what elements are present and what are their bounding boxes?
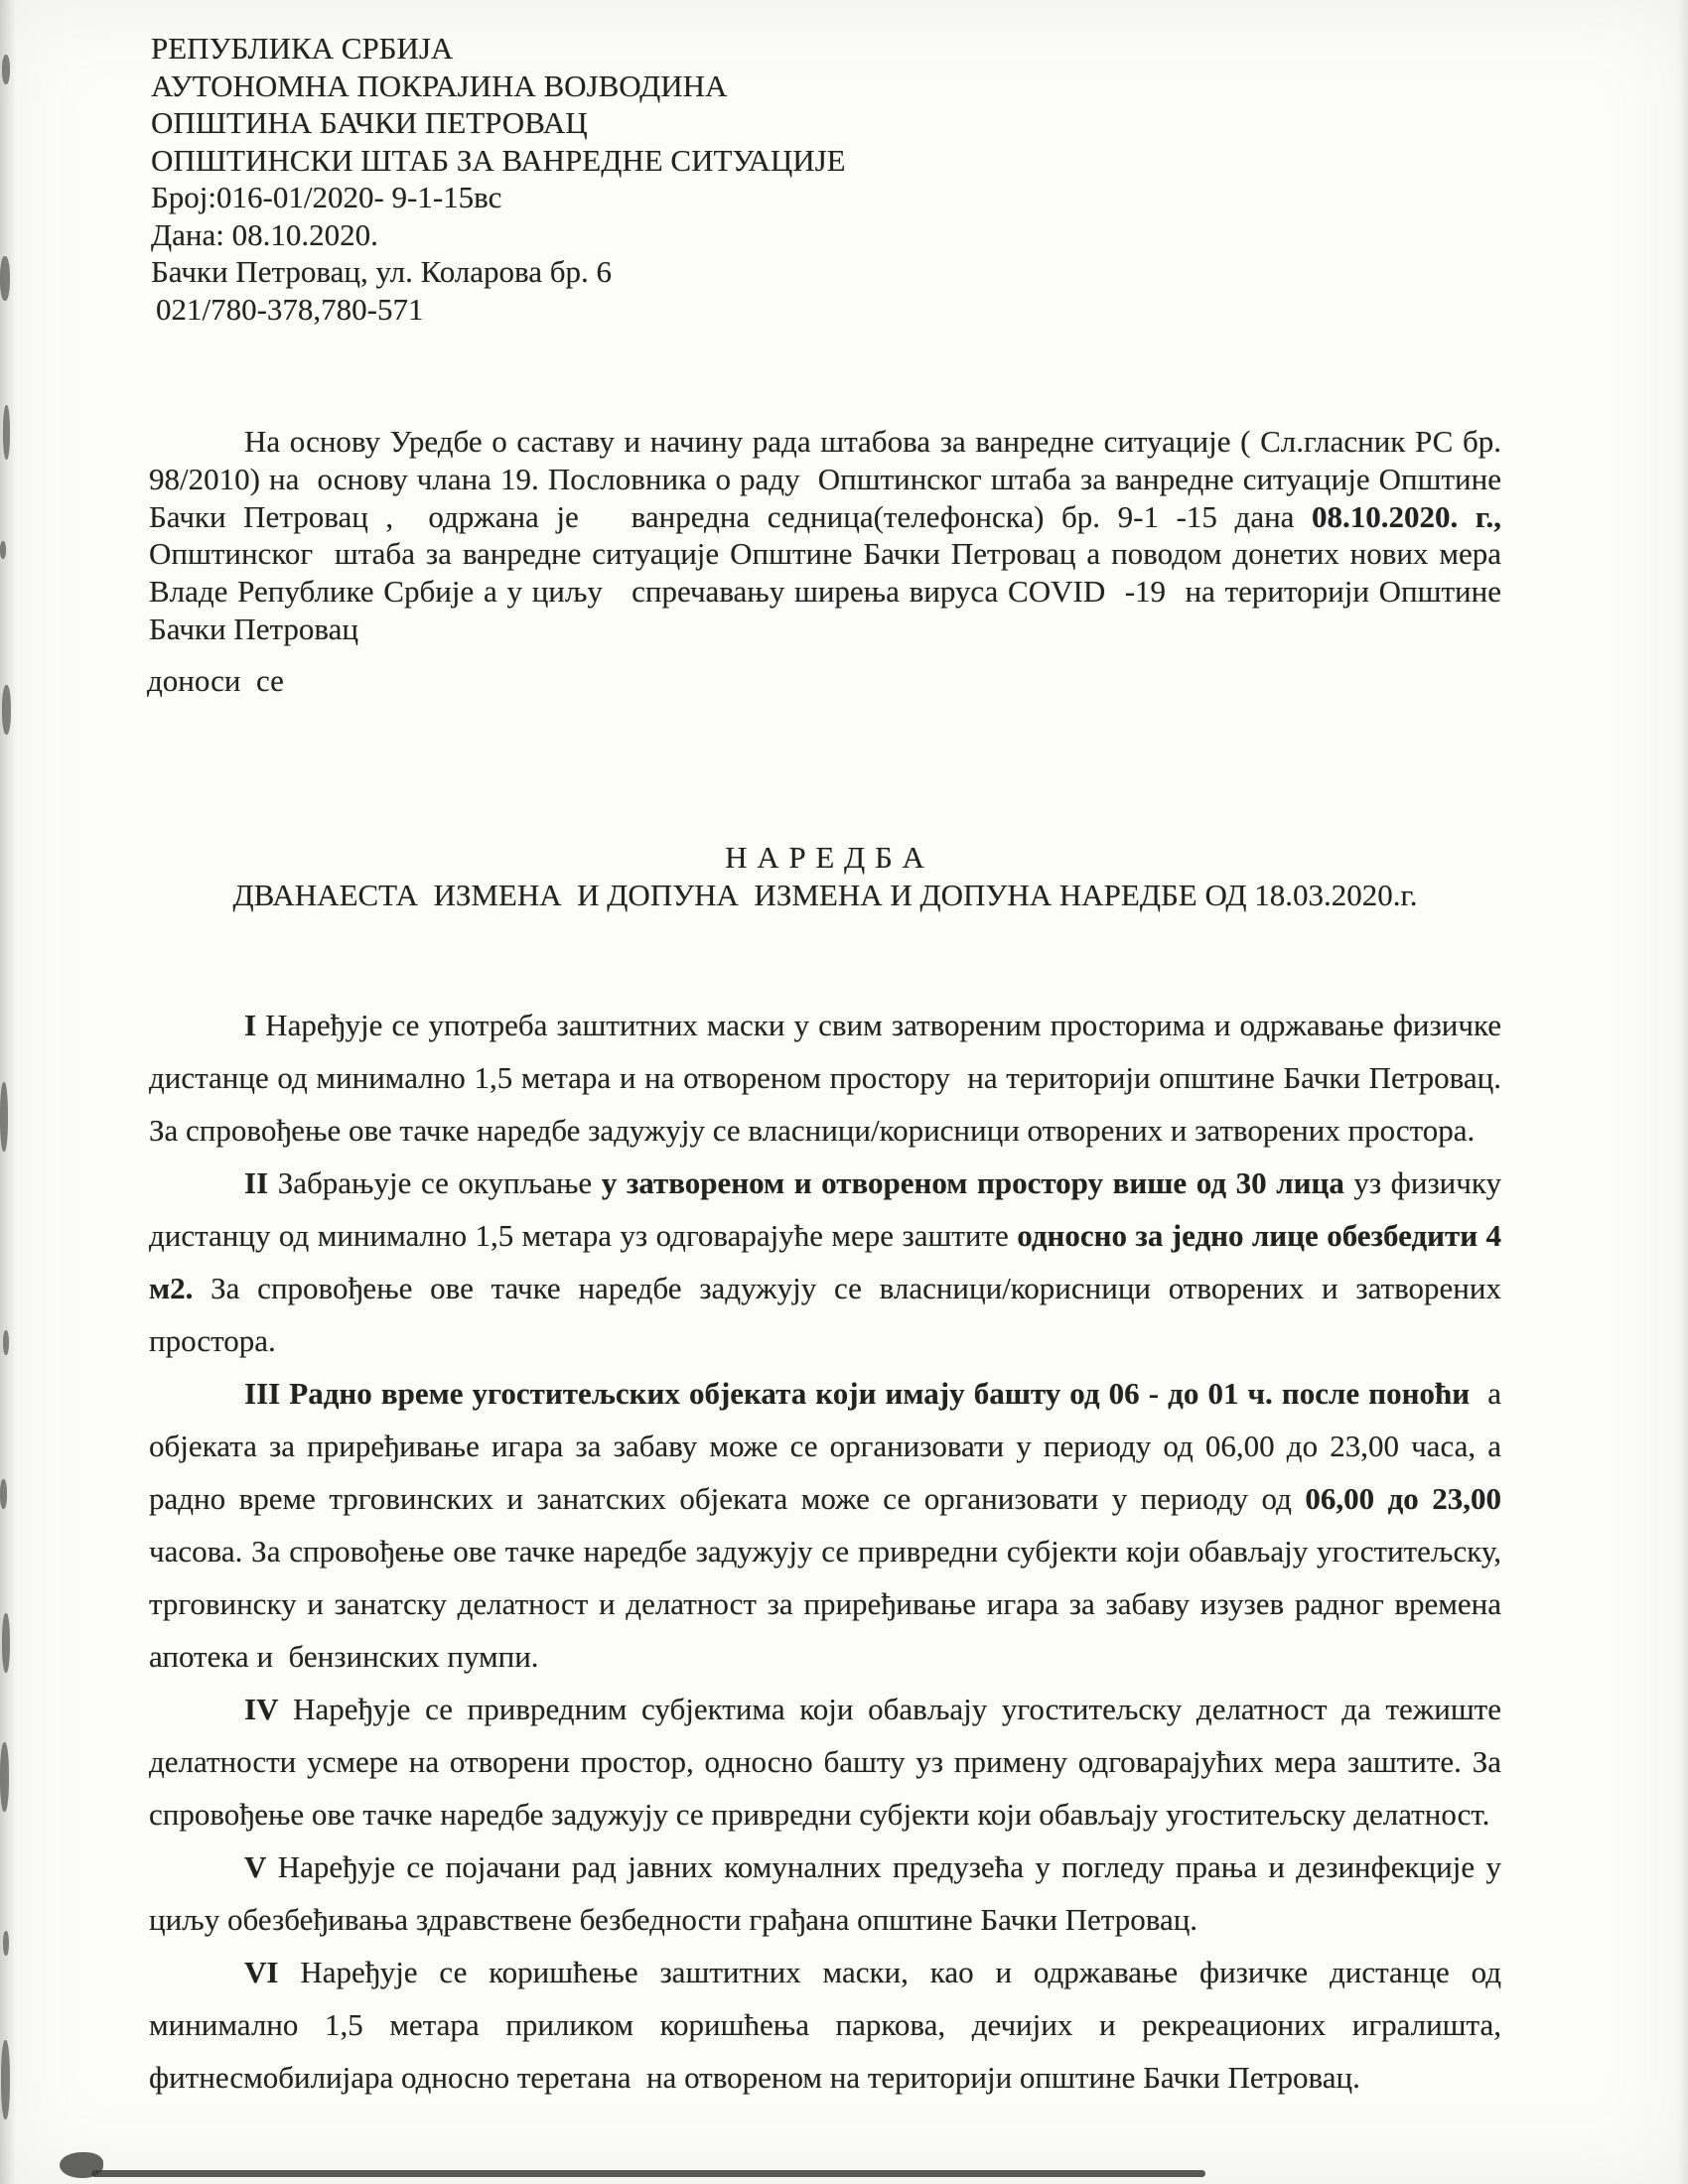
order-items (149, 999, 1501, 2104)
letterhead-line-municipality: ОПШТИНА БАЧКИ ПЕТРОВАЦ (151, 105, 588, 140)
order-item-6: VI Наређује се коришћење заштитних маски, као и одржавање физичке дистанце од минимално 1,5 метара приликом коришћења паркова, дечијих и рекреационих игралишта, фитнесмобилијара односно теретана на отвореном на територији општине Бачки Петровац. (149, 1955, 1501, 2095)
letterhead-line-date: Дана: 08.10.2020. (151, 216, 378, 252)
scan-speck (3, 405, 10, 460)
scan-speck (0, 1742, 9, 1812)
scan-speck (3, 1931, 9, 1956)
scan-line-bottom (91, 2170, 1205, 2177)
scan-edge-right (1678, 0, 1688, 2184)
scan-speck (0, 1082, 8, 1152)
scan-speck (2, 685, 11, 735)
order-item-3: III Радно време угоститељских објеката који имају башту од 06 - до 01 ч. после поноћи а објеката за приређивање игара за забаву може се организовати у периоду од 06,00 до 23,00 часа, а радно време трговинских и занатских објеката може се организовати у периоду од 06,00 до 23,00 часова. За спровођење ове тачке наредбе задужују се привредни субјекти који обављају угоститељску, трговинску и занатску делатност и делатност за приређивање игара за забаву изузев радног времена апотека и бензинских пумпи. (149, 1376, 1502, 1674)
order-title: Н А Р Е Д Б А (725, 840, 925, 875)
order-item-4: IV Наређује се привредним субјектима који обављају угоститељску делатност да тежиште делатности усмере на отворени простор, односно башту уз примену одговарајућих мера заштите. За спровођење ове тачке наредбе задужују се привредни субјекти који обављају угоститељску делатност. (149, 1692, 1501, 1832)
order-item-1: I Наређује се употреба заштитних маски у свим затвореним просторима и одржавање физичке дистанце од минимално 1,5 метара и на отвореном простору на територији општине Бачки Петровац. За спровођење ове тачке наредбе задужују се власници/корисници отворених и затворених простора. (149, 1008, 1501, 1148)
letterhead-line-number: Број:016-01/2020- 9-1-15вс (151, 180, 502, 214)
scan-speck (3, 1330, 9, 1355)
letterhead-line-province: АУТОНОМНА ПОКРАЈИНА ВОЈВОДИНА (151, 68, 728, 103)
preamble-paragraph: На основу Уредбе о саставу и начину рада штабова за ванредне ситуације ( Сл.гласник РС бр. 98/2010) на основу члана 19. Пословника о раду Општинског штаба за ванредне ситуације Општине Бачки Петровац , одржана је ванредна седница(телефонска) бр. 9-1 -15 дана 08.10.2020. г., Општинског штаба за ванредне ситуације Општине Бачки Петровац а поводом донетих нових мера Владе Републике Србије а у циљу спречавању ширења вируса COVID -19 на територији Општине Бачки Петровац (149, 424, 1501, 646)
scan-speck (0, 1479, 7, 1509)
scan-speck (2, 1613, 10, 1673)
letterhead (151, 30, 846, 328)
scan-speck (1, 2040, 10, 2119)
scan-speck (0, 256, 10, 301)
order-subtitle: ДВАНАЕСТА ИЗМЕНА И ДОПУНА ИЗМЕНА И ДОПУНА НАРЕДБЕ ОД 18.03.2020.г. (232, 878, 1418, 912)
order-item-5: V Наређује се појачани рад јавних комуналних предузећа у погледу прања и дезинфекције у циљу обезбеђивања здравствене безбедности грађана општине Бачки Петровац. (149, 1849, 1501, 1937)
enacting-clause: доноси се (147, 663, 284, 698)
scan-speck (2, 55, 10, 84)
letterhead-line-phone: 021/780-378,780-571 (156, 291, 424, 327)
letterhead-line-staff: ОПШТИНСКИ ШТАБ ЗА ВАНРЕДНЕ СИТУАЦИЈЕ (151, 142, 846, 178)
letterhead-line-address: Бачки Петровац, ул. Коларова бр. 6 (151, 254, 613, 289)
order-item-2: II Забрањује се окупљање у затвореном и отвореном простору више од 30 лица уз физичку дистанцу од минимално 1,5 метара уз одговарајуће мере заштите односно за једно лице обезбедити 4 м2. За спровођење ове тачке наредбе задужују се власници/корисници отворених и затворених простора. (149, 1165, 1502, 1358)
scan-speck (0, 541, 6, 559)
letterhead-line-republic: РЕПУБЛИКА СРБИЈА (151, 31, 454, 66)
